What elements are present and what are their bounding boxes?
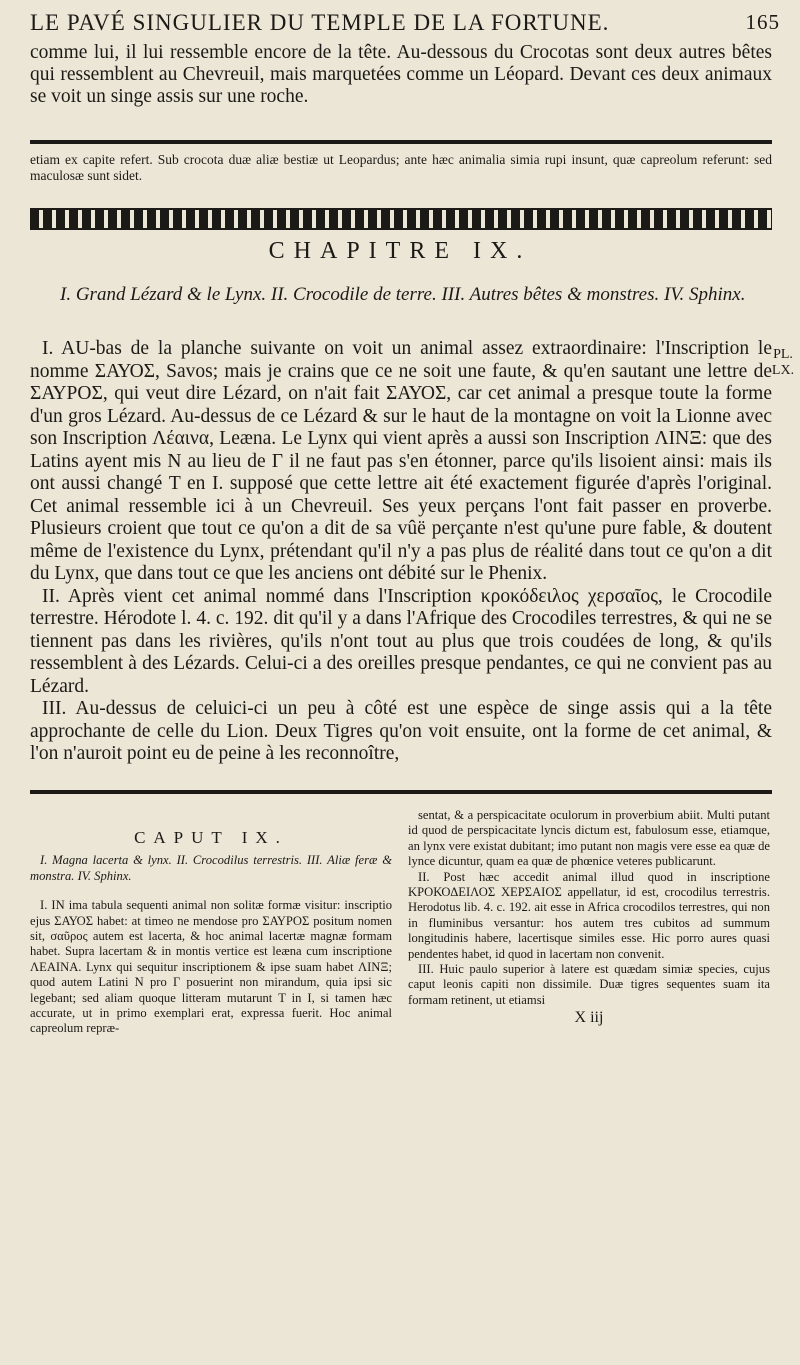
section-rule bbox=[30, 140, 772, 144]
chapter-title: CHAPITRE IX. bbox=[268, 238, 532, 264]
paragraph-3: III. Au-dessus de celuici-ci un peu à côté est une espèce de singe assis qui a la tête approchante de celle du Lion. Deux Tigres qu'on voit ensuite, ont la forme de cet animal, & l'on n'auroit point eu de peine à les reconnoître, bbox=[30, 698, 772, 764]
latin-paragraph-3: II. Post hæc accedit animal illud quod in inscriptione ΚΡΟΚΟΔΕΙΛΟΣ ΧΕΡΣΑΙΟΣ appellatur, id est, crocodilus terrestris. Herodotus lib. 4. c. 192. ait esse in Africa crocodilos terrestres, qui non in fluminibus versantur: hos autem tres cubitos ad summum longitudinis habere, lacertisque similes esse. Hic porro aures quasi pendentes habet, id quod in lacertam non convenit. bbox=[408, 869, 770, 961]
page-number: 165 bbox=[745, 10, 780, 34]
ornamental-band bbox=[30, 208, 772, 230]
latin-paragraph-1: I. IN ima tabula sequenti animal non solitæ formæ visitur: inscriptio ejus ΣΑΥΟΣ habet: at timeo ne mendose pro ΣΑΥΡΟΣ positum nomen sit, σαῦρος autem est lacerta, & hoc animal lacertæ magnæ formam habet. Supra lacertam & in montis vertice est leæna cum inscriptione ΛΕΑΙΝΑ. Lynx qui sequitur inscriptionem & ipse suam habet ΛΙΝΞ; quod autem Latini N pro Γ posuerint non mirandum, quia ipsi sic legebant; sed aliam quoque litteram mutarunt Τ in Ι, si tamen hæc accurate, ut in primo exemplari erat, expressa fuerit. Hoc animal capreolum repræ- bbox=[30, 898, 392, 1036]
chapter-contents: I. Grand Lézard & le Lynx. II. Crocodile de terre. III. Autres bêtes & monstres. IV. Sphinx. bbox=[60, 284, 746, 305]
top-latin-note: etiam ex capite refert. Sub crocota duæ aliæ bestiæ ut Leopardus; ante hæc animalia simia rupi insunt, quæ capreolum referunt: sed maculosæ sunt sidet. bbox=[30, 152, 772, 183]
latin-paragraph-2: sentat, & a perspicacitate oculorum in proverbium abiit. Multi putant id quod de perspicacitate lyncis dictum est, fabulosum esse, etiamque, an lynx vere existat dubitant; imo putant non magis vere esse ea quæ de lynce dicuntur, quam ea quæ de phœnice veteres publicarunt. bbox=[408, 808, 770, 869]
plate-margin-note: PL. LX. bbox=[771, 347, 795, 378]
signature-mark: X iij bbox=[574, 1009, 604, 1027]
running-head-title: LE PAVÉ SINGULIER DU TEMPLE DE LA FORTUNE. bbox=[30, 10, 610, 35]
latin-right-column bbox=[408, 808, 770, 1026]
footer-rule bbox=[30, 790, 772, 794]
latin-left-column bbox=[30, 808, 392, 1037]
top-paragraph: comme lui, il lui ressemble encore de la tête. Au-dessous du Crocotas sont deux autres bêtes qui ressemblent au Chevreuil, mais marquetées comme un Léopard. Devant ces deux animaux se voit un singe assis sur une roche. bbox=[30, 42, 772, 107]
paragraph-2: II. Après vient cet animal nommé dans l'Inscription κροκόδειλος χερσαῖος, le Crocodile terrestre. Hérodote l. 4. c. 192. dit qu'il y a dans l'Afrique des Crocodiles terrestres, & qui ne se tiennent pas dans les rivières, qu'ils n'ont tout au plus que trois coudées de long, & qu'ils ressemblent à des Lézards. Celui-ci a des oreilles presque pendantes, ce qui ne convient pas au Lézard. bbox=[30, 585, 772, 697]
paragraph-1: I. AU-bas de la planche suivante on voit un animal assez extraordinaire: l'Inscription le nomme ΣΑΥΟΣ, Savos; mais je crains que ce ne soit une faute, & qu'en sautant une lettre de ΣΑΥΡΟΣ, qui veut dire Lézard, on n'ait fait ΣΑΥΟΣ, car cet animal a presque toute la forme d'un gros Lézard. Au-dessus de ce Lézard & sur le haut de la montagne on voit la Lionne avec son Inscription Λέαινα, Leæna. Le Lynx qui vient après a aussi son Inscription ΛΙΝΞ: que des Latins ayent mis N au lieu de Γ il ne faut pas s'en étonner, parce qu'ils lisoient ainsi: mais ils ont aussi changé Τ en Ι. supposé que cette lettre ait été exactement figurée d'après l'original. Cet animal ressemble ici à un Chevreuil. Ses yeux perçans l'ont fait passer en proverbe. Plusieurs croient que tout ce qu'on a dit de sa vûë perçante n'est qu'une pure fable, & doutent même de l'existence du Lynx, prétendant qu'il n'y a pas plus de réalité dans tout ce qu'on a dit du Lynx, que dans tout ce que les anciens ont débité sur le Phenix. bbox=[30, 338, 772, 584]
caput-title: CAPUT IX. bbox=[134, 828, 288, 847]
running-head bbox=[30, 10, 780, 36]
latin-paragraph-4: III. Huic paulo superior à latere est quædam simiæ species, cujus caput leonis capiti non dissimile. Duæ tigres sequentes suam ita formam retinent, ut etiamsi bbox=[408, 962, 770, 1007]
main-text bbox=[30, 338, 772, 766]
latin-contents: I. Magna lacerta & lynx. II. Crocodilus terrestris. III. Aliæ feræ & monstra. IV. Sphinx. bbox=[30, 853, 392, 883]
